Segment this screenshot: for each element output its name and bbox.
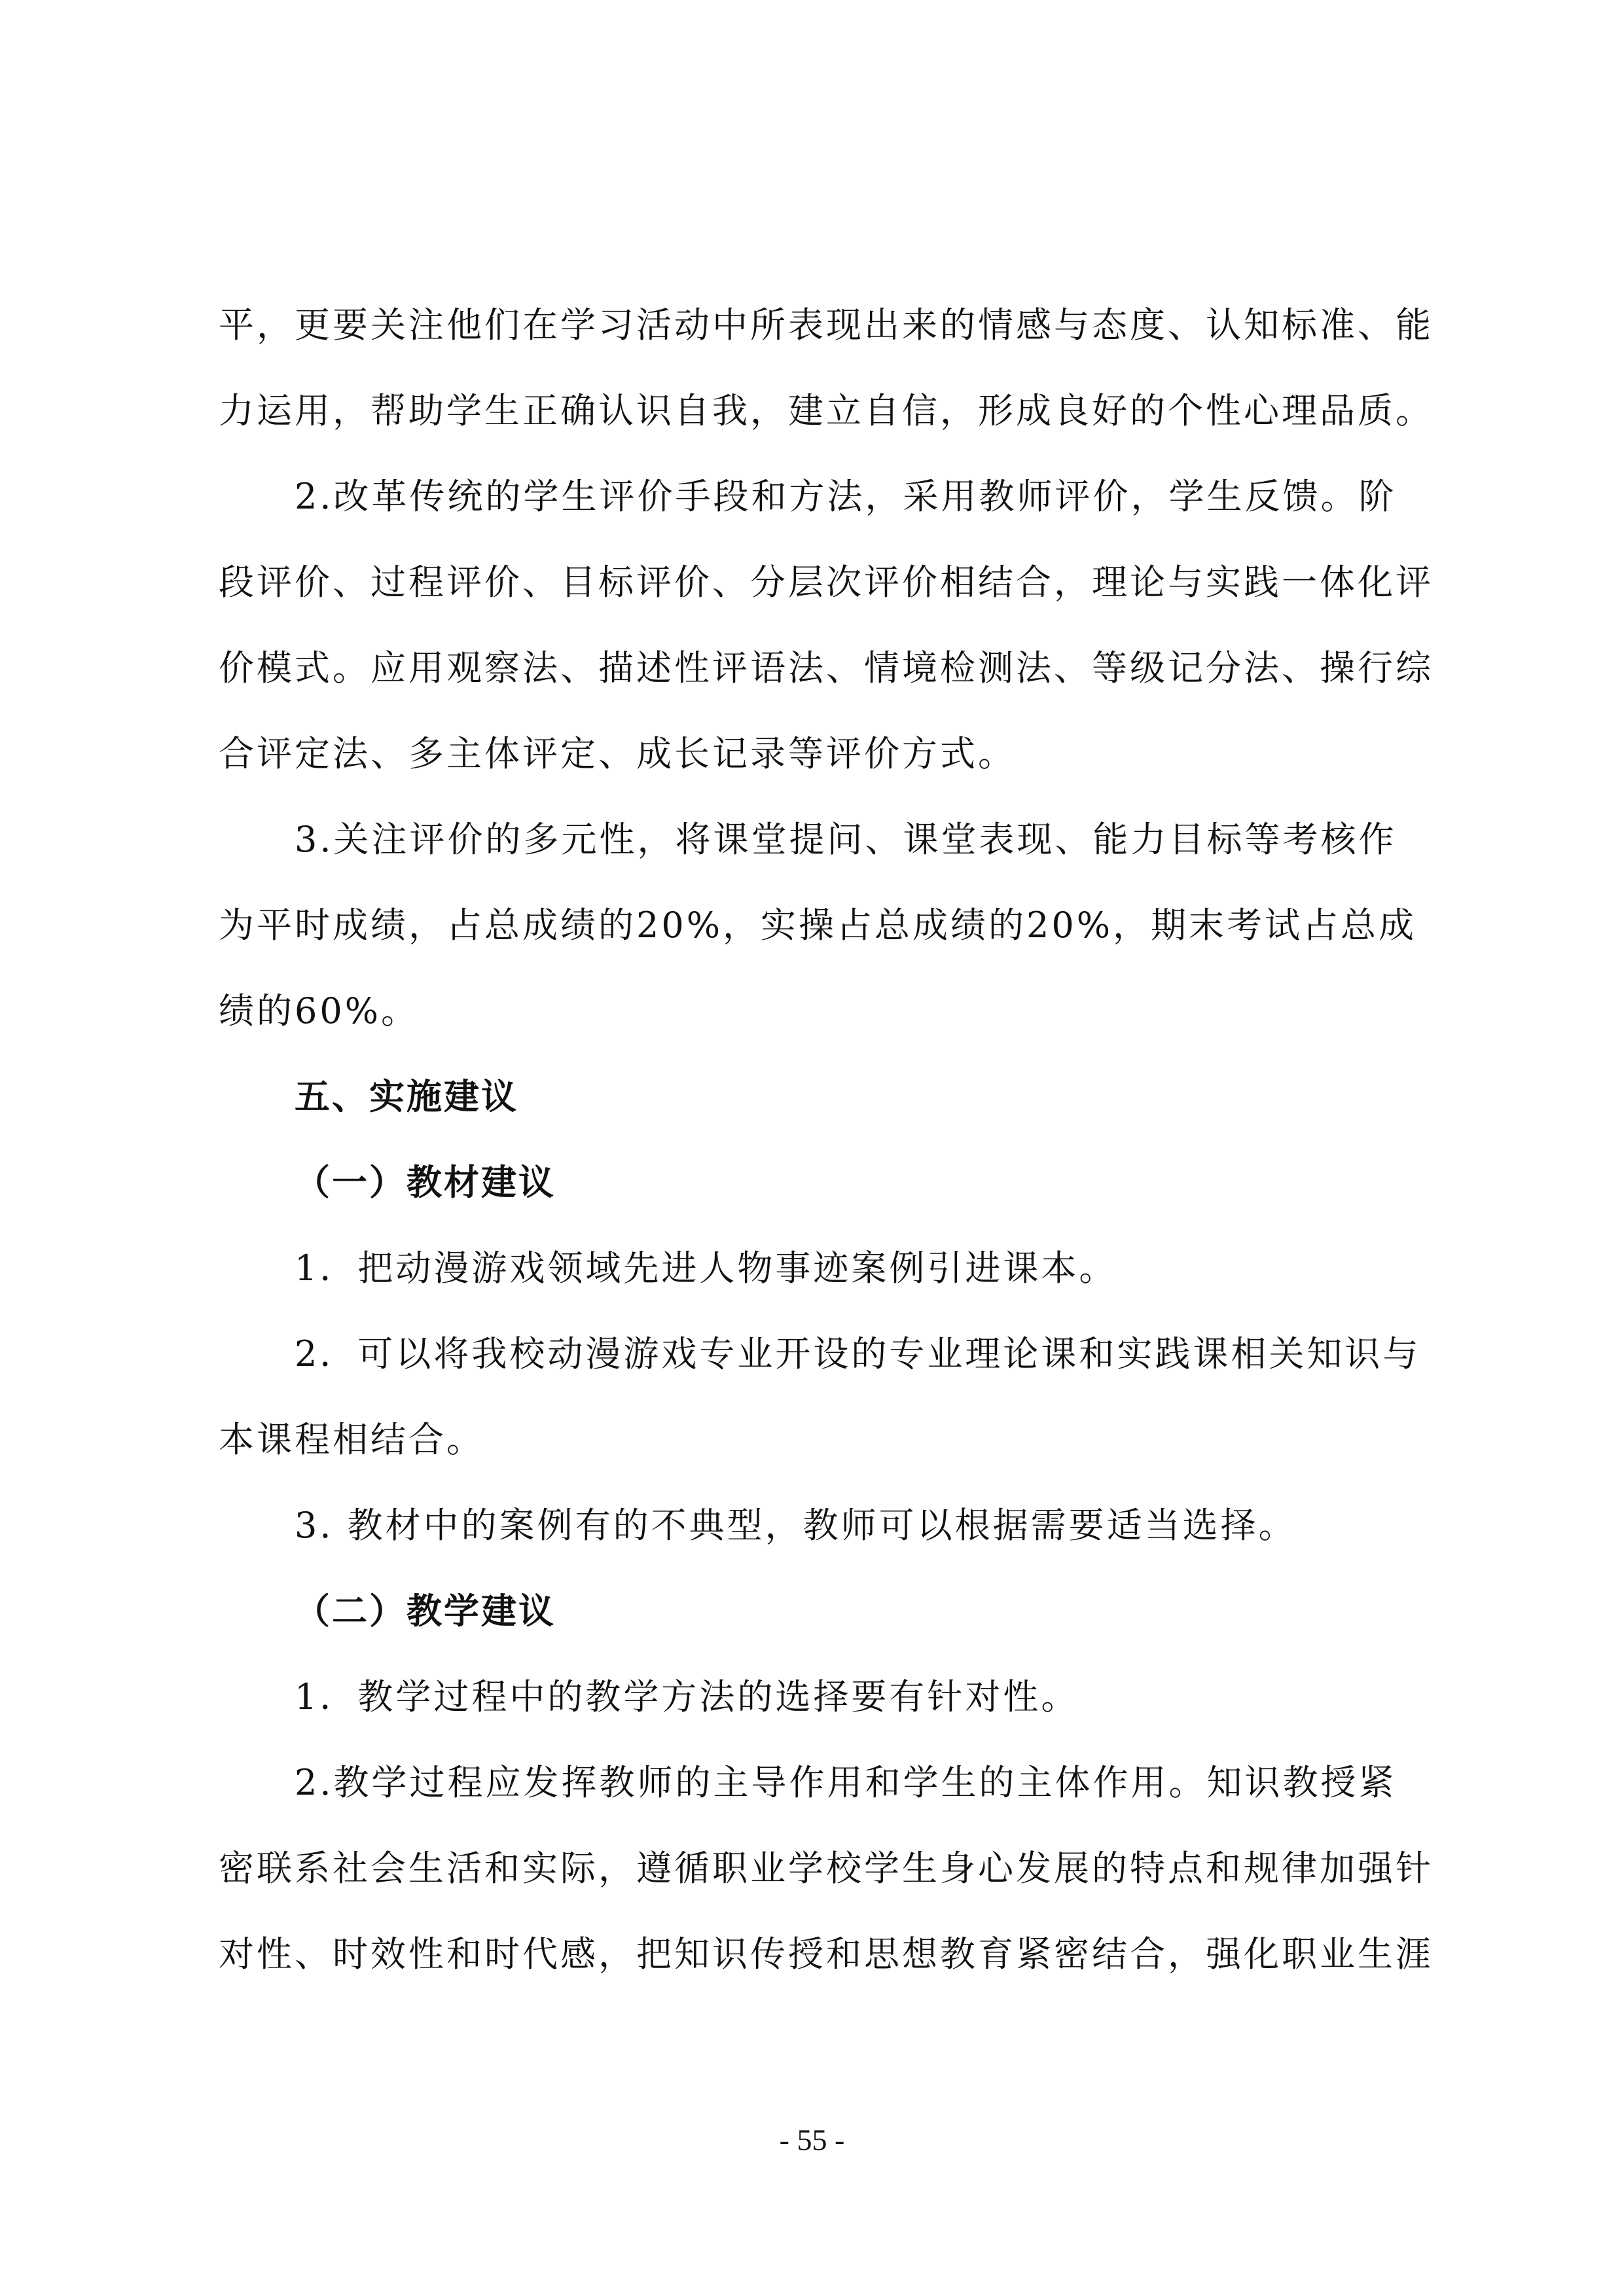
body-text-line: 对性、时效性和时代感，把知识传授和思想教育紧密结合，强化职业生涯 bbox=[219, 1933, 1434, 1975]
body-text-line: 3. 教材中的案例有的不典型，教师可以根据需要适当选择。 bbox=[295, 1505, 1297, 1546]
body-text-line: 本课程相结合。 bbox=[219, 1419, 484, 1460]
body-text-line: 2．可以将我校动漫游戏专业开设的专业理论课和实践课相关知识与 bbox=[295, 1333, 1421, 1374]
body-text-line: 密联系社会生活和实际，遵循职业学校学生身心发展的特点和规律加强针 bbox=[219, 1848, 1434, 1889]
body-text-line: 3.关注评价的多元性，将课堂提问、课堂表现、能力目标等考核作 bbox=[295, 819, 1397, 860]
subsection-heading: （二）教学建议 bbox=[295, 1590, 556, 1632]
body-text-line: 2.改革传统的学生评价手段和方法，采用教师评价，学生反馈。阶 bbox=[295, 476, 1397, 517]
body-text-line: 平，更要关注他们在学习活动中所表现出来的情感与态度、认知标准、能 bbox=[219, 304, 1434, 346]
section-heading: 五、实施建议 bbox=[295, 1076, 518, 1117]
body-text-line: 绩的60%。 bbox=[219, 990, 420, 1031]
body-text-line: 价模式。应用观察法、描述性评语法、情境检测法、等级记分法、操行综 bbox=[219, 647, 1434, 689]
subsection-heading: （一）教材建议 bbox=[295, 1162, 556, 1203]
body-text-line: 合评定法、多主体评定、成长记录等评价方式。 bbox=[219, 733, 1016, 774]
body-text-line: 1．教学过程中的教学方法的选择要有针对性。 bbox=[295, 1676, 1079, 1717]
body-text-line: 段评价、过程评价、目标评价、分层次评价相结合，理论与实践一体化评 bbox=[219, 562, 1434, 603]
body-text-line: 1．把动漫游戏领域先进人物事迹案例引进课本。 bbox=[295, 1247, 1117, 1289]
body-text-line: 力运用，帮助学生正确认识自我，建立自信，形成良好的个性心理品质。 bbox=[219, 390, 1434, 431]
page-number: - 55 - bbox=[779, 2123, 845, 2157]
body-text-line: 为平时成绩，占总成绩的20%，实操占总成绩的20%，期末考试占总成 bbox=[219, 905, 1417, 946]
body-text-line: 2.教学过程应发挥教师的主导作用和学生的主体作用。知识教授紧 bbox=[295, 1762, 1397, 1803]
